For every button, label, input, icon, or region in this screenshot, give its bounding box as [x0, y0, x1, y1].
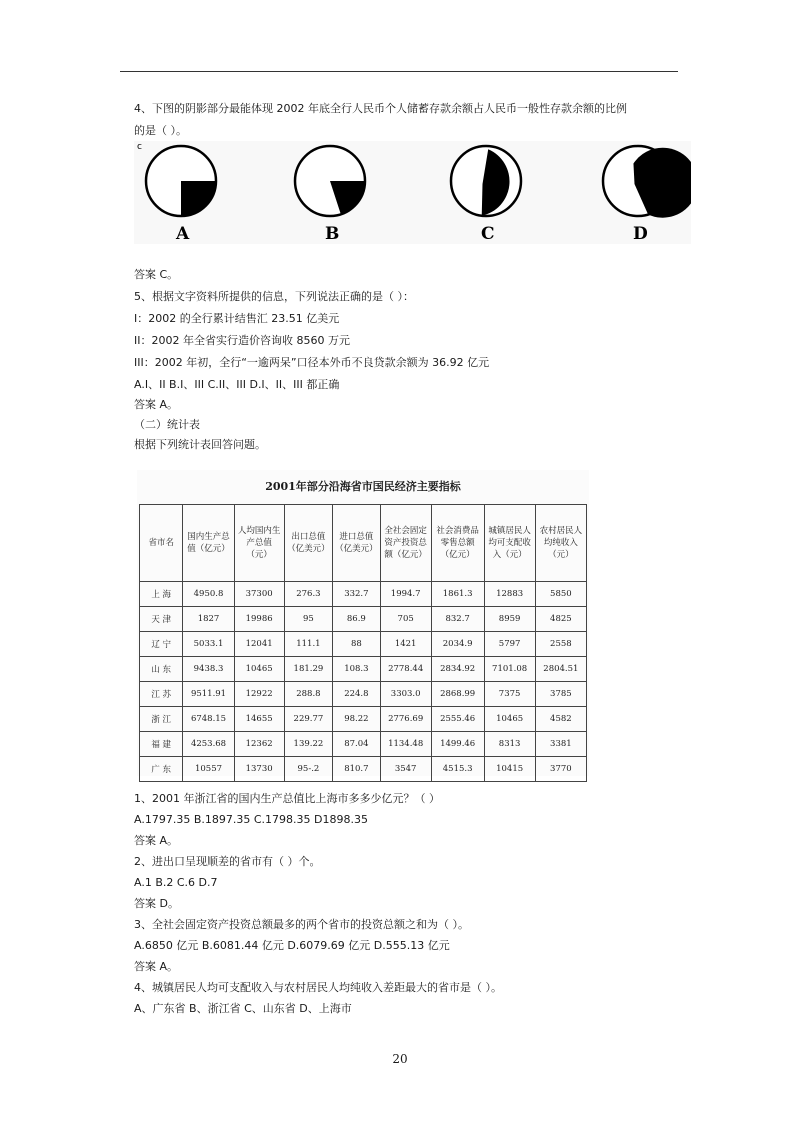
table-cell: 3381	[535, 732, 586, 757]
table-cell: 37300	[234, 582, 284, 607]
table-cell: 9438.3	[183, 657, 234, 682]
pie-options-figure	[134, 141, 691, 244]
table-cell: 7101.08	[484, 657, 535, 682]
table-cell: 224.8	[333, 682, 380, 707]
q5-stem: 5、根据文字资料所提供的信息，下列说法正确的是（ ）：	[134, 290, 414, 303]
table-cell: 山 东	[140, 657, 183, 682]
header-cell: 社会消费品零售总额（亿元）	[431, 505, 484, 582]
answer-c: 答案 C。	[134, 268, 179, 281]
table-row	[140, 707, 587, 732]
q2-answer: 答案 D。	[134, 897, 179, 910]
header-cell: 国内生产总值（亿元）	[183, 505, 234, 582]
table-cell: 2868.99	[431, 682, 484, 707]
q4-stem-line1: 4、下图的阴影部分最能体现 2002 年底全行人民币个人储蓄存款余额占人民币一般性存款余额的比例	[134, 102, 627, 115]
q2-options: A.1 B.2 C.6 D.7	[134, 876, 218, 889]
q1-answer: 答案 A。	[134, 834, 179, 847]
table-row	[140, 657, 587, 682]
table-cell: 12362	[234, 732, 284, 757]
table-cell: 5850	[535, 582, 586, 607]
table-cell: 111.1	[284, 632, 333, 657]
table-cell: 1861.3	[431, 582, 484, 607]
pie-option-b-label: B	[325, 224, 340, 244]
pie-option-c-label: C	[481, 224, 495, 244]
table-cell: 4515.3	[431, 757, 484, 782]
table-cell: 95	[284, 607, 333, 632]
table-cell: 810.7	[333, 757, 380, 782]
header-cell: 进口总值（亿美元）	[333, 505, 380, 582]
table-cell: 1134.48	[380, 732, 431, 757]
table-cell: 江 苏	[140, 682, 183, 707]
table-row	[140, 682, 587, 707]
pie-options-svg	[134, 141, 691, 244]
table-cell: 浙 江	[140, 707, 183, 732]
table-cell: 1499.46	[431, 732, 484, 757]
corner-mark: c	[137, 142, 142, 152]
header-cell: 省市名	[140, 505, 183, 582]
table-row	[140, 582, 587, 607]
table-cell: 天 津	[140, 607, 183, 632]
table-cell: 5033.1	[183, 632, 234, 657]
table-cell: 2034.9	[431, 632, 484, 657]
table-cell: 95-.2	[284, 757, 333, 782]
q3-answer: 答案 A。	[134, 960, 179, 973]
table-cell: 139.22	[284, 732, 333, 757]
table-cell: 87.04	[333, 732, 380, 757]
header-cell: 城镇居民人均可支配收入（元）	[484, 505, 535, 582]
stats-table-figure	[137, 470, 589, 776]
table-cell: 3785	[535, 682, 586, 707]
table-cell: 6748.15	[183, 707, 234, 732]
table-cell: 13730	[234, 757, 284, 782]
table-cell: 5797	[484, 632, 535, 657]
table-row	[140, 632, 587, 657]
q5-statement-2: II：2002 年全省实行造价咨询收 8560 万元	[134, 334, 350, 347]
table-cell: 福 建	[140, 732, 183, 757]
table-cell: 86.9	[333, 607, 380, 632]
header-cell: 农村居民人均纯收入（元）	[535, 505, 586, 582]
table-cell: 广 东	[140, 757, 183, 782]
table-title: 2001年部分沿海省市国民经济主要指标	[265, 480, 461, 493]
table-row	[140, 757, 587, 782]
header-rule	[120, 71, 678, 72]
table-cell: 3770	[535, 757, 586, 782]
table-cell: 4253.68	[183, 732, 234, 757]
table-row	[140, 732, 587, 757]
table-header-row	[140, 505, 587, 582]
table-cell: 88	[333, 632, 380, 657]
table-cell: 8959	[484, 607, 535, 632]
page-number: 20	[392, 1052, 408, 1066]
table-cell: 7375	[484, 682, 535, 707]
table-cell: 108.3	[333, 657, 380, 682]
table-cell: 181.29	[284, 657, 333, 682]
header-cell: 全社会固定资产投资总额（亿元）	[380, 505, 431, 582]
table-cell: 9511.91	[183, 682, 234, 707]
table-cell: 229.77	[284, 707, 333, 732]
table-cell: 332.7	[333, 582, 380, 607]
table-cell: 辽 宁	[140, 632, 183, 657]
table-cell: 12883	[484, 582, 535, 607]
table-cell: 2778.44	[380, 657, 431, 682]
table-cell: 10415	[484, 757, 535, 782]
table-cell: 98.22	[333, 707, 380, 732]
table-cell: 4582	[535, 707, 586, 732]
q1-stem: 1、2001 年浙江省的国内生产总值比上海市多多少亿元？（ ）	[134, 792, 440, 805]
table-cell: 832.7	[431, 607, 484, 632]
table-cell: 4950.8	[183, 582, 234, 607]
table-cell: 上 海	[140, 582, 183, 607]
pie-option-d-label: D	[633, 224, 648, 244]
pie-option-a-label: A	[176, 224, 190, 244]
table-cell: 2834.92	[431, 657, 484, 682]
table-cell: 276.3	[284, 582, 333, 607]
table-cell: 12922	[234, 682, 284, 707]
table-cell: 2776.69	[380, 707, 431, 732]
table-cell: 10465	[234, 657, 284, 682]
table-cell: 2558	[535, 632, 586, 657]
stats-table	[139, 504, 587, 782]
q5-options: A.I、II B.I、III C.II、III D.I、II、III 都正确	[134, 378, 340, 391]
header-cell: 人均国内生产总值（元）	[234, 505, 284, 582]
section-title: （二）统计表	[134, 418, 200, 431]
table-cell: 14655	[234, 707, 284, 732]
q4b-stem: 4、城镇居民人均可支配收入与农村居民人均纯收入差距最大的省市是（ ）。	[134, 981, 502, 994]
q4-stem-line2: 的是（ ）。	[134, 124, 187, 137]
table-cell: 4825	[535, 607, 586, 632]
q2-stem: 2、进出口呈现顺差的省市有（ ）个。	[134, 855, 321, 868]
q5-statement-1: I：2002 的全行累计结售汇 23.51 亿美元	[134, 312, 340, 325]
section-intro: 根据下列统计表回答问题。	[134, 438, 266, 451]
table-cell: 288.8	[284, 682, 333, 707]
q3-stem: 3、全社会固定资产投资总额最多的两个省市的投资总额之和为（ ）。	[134, 918, 469, 931]
table-cell: 3547	[380, 757, 431, 782]
table-cell: 19986	[234, 607, 284, 632]
pie-option-a-shaded-wedge	[181, 181, 216, 216]
table-cell: 12041	[234, 632, 284, 657]
q3-options: A.6850 亿元 B.6081.44 亿元 D.6079.69 亿元 D.555.13 亿元	[134, 939, 450, 952]
table-cell: 705	[380, 607, 431, 632]
table-cell: 3303.0	[380, 682, 431, 707]
q5-answer: 答案 A。	[134, 398, 179, 411]
table-cell: 1421	[380, 632, 431, 657]
table-cell: 10465	[484, 707, 535, 732]
table-cell: 1994.7	[380, 582, 431, 607]
header-cell: 出口总值（亿美元）	[284, 505, 333, 582]
q4b-options: A、广东省 B、浙江省 C、山东省 D、上海市	[134, 1002, 352, 1015]
table-cell: 2555.46	[431, 707, 484, 732]
table-row	[140, 607, 587, 632]
q5-statement-3: III：2002 年初，全行“一逾两呆”口径本外币不良贷款余额为 36.92 亿元	[134, 356, 490, 369]
table-cell: 1827	[183, 607, 234, 632]
table-cell: 2804.51	[535, 657, 586, 682]
table-cell: 10557	[183, 757, 234, 782]
q1-options: A.1797.35 B.1897.35 C.1798.35 D1898.35	[134, 813, 368, 826]
table-cell: 8313	[484, 732, 535, 757]
